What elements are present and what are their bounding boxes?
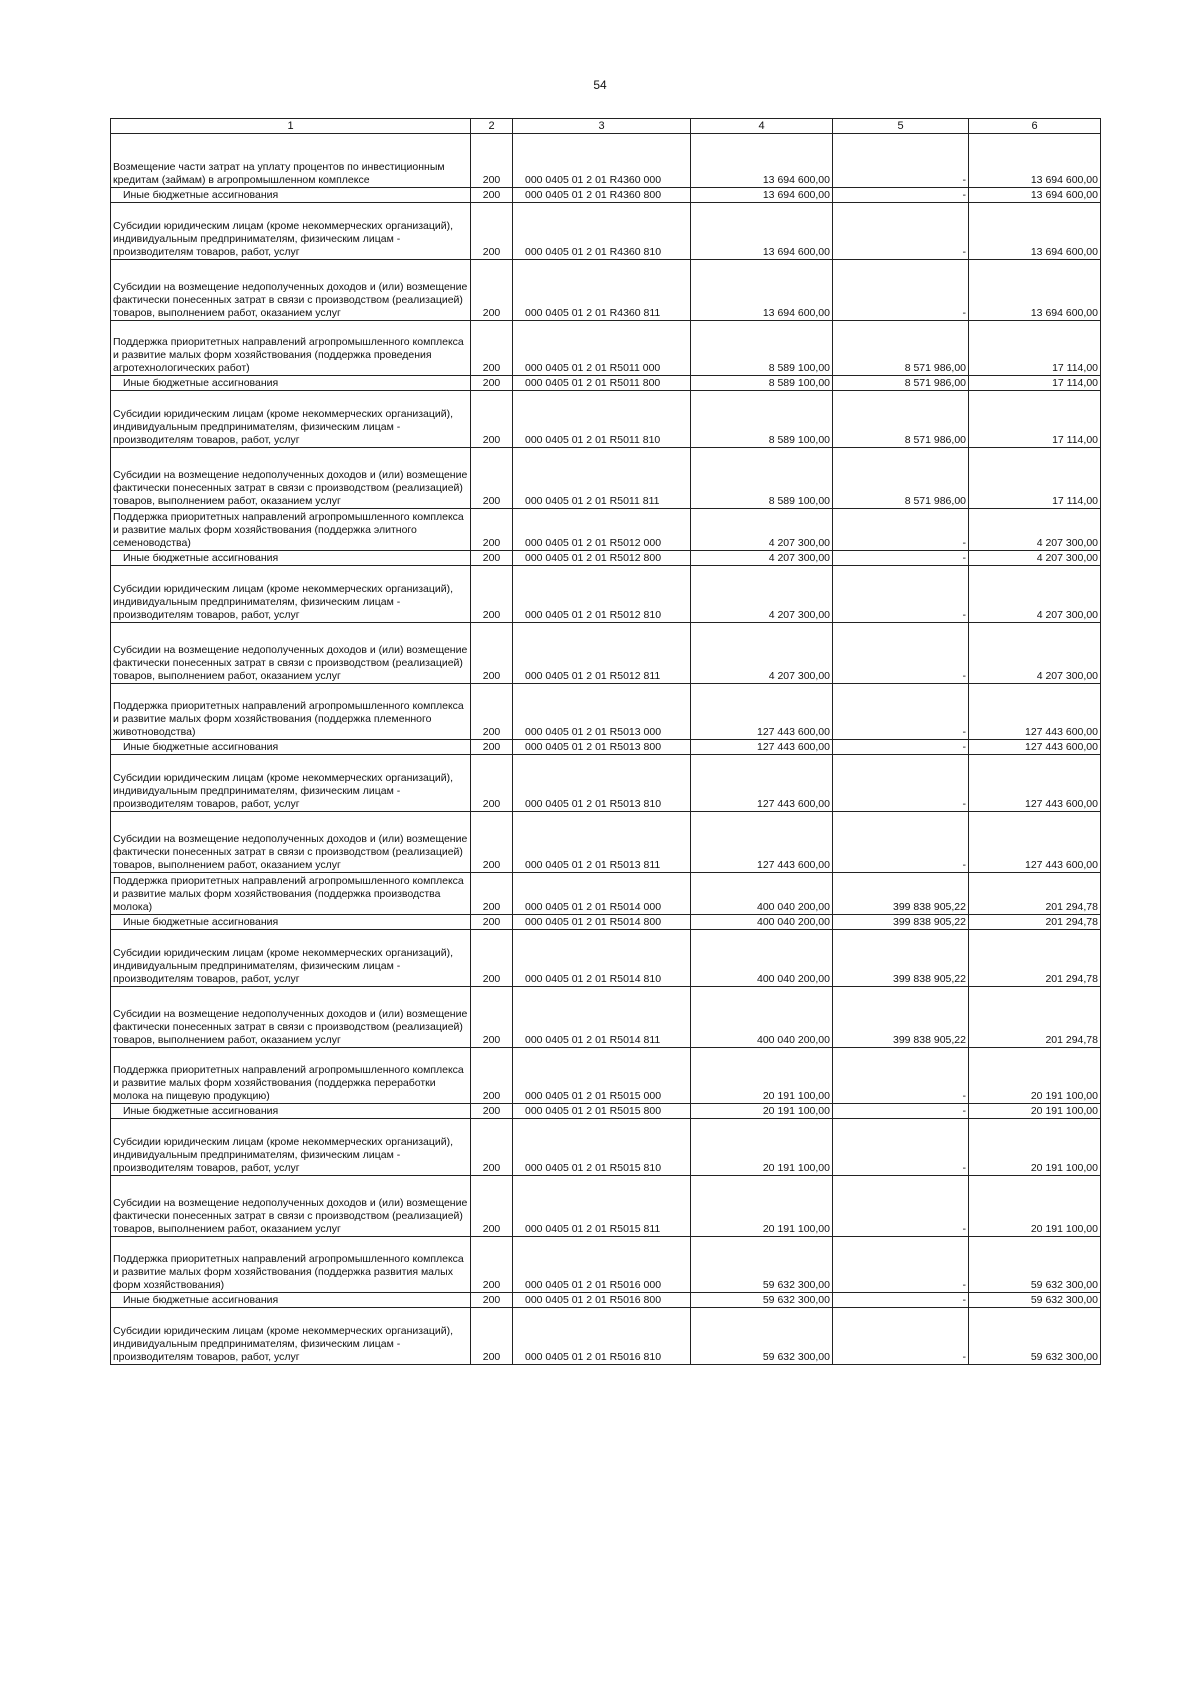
row-unexecuted-amount-cell: 13 694 600,00 — [969, 260, 1101, 321]
row-unexecuted-amount-cell: 4 207 300,00 — [969, 551, 1101, 566]
row-name-cell: Субсидии на возмещение недополученных доходов и (или) возмещение фактически понесенных затрат в связи с производством (реализацией) товаров, выполнением работ, оказанием услуг — [111, 623, 471, 684]
row-admin-code-cell: 200 — [471, 1308, 513, 1365]
column-header: 2 — [471, 119, 513, 134]
row-name-cell: Субсидии на возмещение недополученных доходов и (или) возмещение фактически понесенных затрат в связи с производством (реализацией) товаров, выполнением работ, оказанием услуг — [111, 812, 471, 873]
row-unexecuted-amount-cell: 17 114,00 — [969, 376, 1101, 391]
table-row — [111, 321, 1101, 376]
row-executed-amount-cell: - — [833, 203, 969, 260]
row-name-cell: Иные бюджетные ассигнования — [111, 740, 471, 755]
row-approved-amount-cell: 13 694 600,00 — [691, 260, 833, 321]
row-executed-amount-cell: - — [833, 755, 969, 812]
row-unexecuted-amount-cell: 20 191 100,00 — [969, 1104, 1101, 1119]
table-row — [111, 915, 1101, 930]
row-classification-code-cell: 000 0405 01 2 01 R5011 000 — [513, 321, 691, 376]
row-approved-amount-cell: 127 443 600,00 — [691, 740, 833, 755]
row-admin-code-cell: 200 — [471, 1048, 513, 1104]
row-name-cell: Поддержка приоритетных направлений агропромышленного комплекса и развитие малых форм хозяйствования (поддержка племенного животноводства) — [111, 684, 471, 740]
row-admin-code-cell: 200 — [471, 755, 513, 812]
row-admin-code-cell: 200 — [471, 376, 513, 391]
row-unexecuted-amount-cell: 59 632 300,00 — [969, 1237, 1101, 1293]
row-unexecuted-amount-cell: 20 191 100,00 — [969, 1119, 1101, 1176]
row-approved-amount-cell: 8 589 100,00 — [691, 321, 833, 376]
table-row — [111, 1176, 1101, 1237]
row-approved-amount-cell: 4 207 300,00 — [691, 566, 833, 623]
table-row — [111, 623, 1101, 684]
row-approved-amount-cell: 127 443 600,00 — [691, 812, 833, 873]
row-unexecuted-amount-cell: 17 114,00 — [969, 448, 1101, 509]
row-admin-code-cell: 200 — [471, 740, 513, 755]
table-row — [111, 684, 1101, 740]
row-admin-code-cell: 200 — [471, 188, 513, 203]
row-executed-amount-cell: - — [833, 1308, 969, 1365]
row-executed-amount-cell: - — [833, 509, 969, 551]
row-unexecuted-amount-cell: 20 191 100,00 — [969, 1048, 1101, 1104]
row-admin-code-cell: 200 — [471, 987, 513, 1048]
row-name-cell: Иные бюджетные ассигнования — [111, 551, 471, 566]
row-classification-code-cell: 000 0405 01 2 01 R5014 810 — [513, 930, 691, 987]
row-name-cell: Субсидии юридическим лицам (кроме некоммерческих организаций), индивидуальным предпринимателям, физическим лицам - производителям товаров, работ, услуг — [111, 391, 471, 448]
row-approved-amount-cell: 8 589 100,00 — [691, 376, 833, 391]
row-unexecuted-amount-cell: 4 207 300,00 — [969, 509, 1101, 551]
column-number-header-row — [111, 119, 1101, 134]
row-admin-code-cell: 200 — [471, 509, 513, 551]
row-admin-code-cell: 200 — [471, 812, 513, 873]
row-approved-amount-cell: 20 191 100,00 — [691, 1176, 833, 1237]
row-name-cell: Субсидии юридическим лицам (кроме некоммерческих организаций), индивидуальным предпринимателям, физическим лицам - производителям товаров, работ, услуг — [111, 566, 471, 623]
row-classification-code-cell: 000 0405 01 2 01 R4360 000 — [513, 134, 691, 188]
row-classification-code-cell: 000 0405 01 2 01 R5016 810 — [513, 1308, 691, 1365]
row-executed-amount-cell: - — [833, 812, 969, 873]
row-name-cell: Субсидии юридическим лицам (кроме некоммерческих организаций), индивидуальным предпринимателям, физическим лицам - производителям товаров, работ, услуг — [111, 930, 471, 987]
row-admin-code-cell: 200 — [471, 203, 513, 260]
row-approved-amount-cell: 20 191 100,00 — [691, 1104, 833, 1119]
row-approved-amount-cell: 400 040 200,00 — [691, 915, 833, 930]
row-admin-code-cell: 200 — [471, 1237, 513, 1293]
row-classification-code-cell: 000 0405 01 2 01 R5015 810 — [513, 1119, 691, 1176]
row-approved-amount-cell: 59 632 300,00 — [691, 1293, 833, 1308]
table-row — [111, 551, 1101, 566]
row-name-cell: Субсидии юридическим лицам (кроме некоммерческих организаций), индивидуальным предпринимателям, физическим лицам - производителям товаров, работ, услуг — [111, 1119, 471, 1176]
row-executed-amount-cell: - — [833, 1293, 969, 1308]
row-approved-amount-cell: 20 191 100,00 — [691, 1048, 833, 1104]
row-executed-amount-cell: - — [833, 1237, 969, 1293]
row-name-cell: Субсидии на возмещение недополученных доходов и (или) возмещение фактически понесенных затрат в связи с производством (реализацией) товаров, выполнением работ, оказанием услуг — [111, 260, 471, 321]
row-approved-amount-cell: 400 040 200,00 — [691, 987, 833, 1048]
row-approved-amount-cell: 400 040 200,00 — [691, 873, 833, 915]
row-classification-code-cell: 000 0405 01 2 01 R5013 000 — [513, 684, 691, 740]
row-executed-amount-cell: 399 838 905,22 — [833, 873, 969, 915]
row-unexecuted-amount-cell: 4 207 300,00 — [969, 566, 1101, 623]
table-row — [111, 391, 1101, 448]
table-row — [111, 1308, 1101, 1365]
row-classification-code-cell: 000 0405 01 2 01 R4360 800 — [513, 188, 691, 203]
row-classification-code-cell: 000 0405 01 2 01 R5015 800 — [513, 1104, 691, 1119]
row-approved-amount-cell: 400 040 200,00 — [691, 930, 833, 987]
row-unexecuted-amount-cell: 127 443 600,00 — [969, 812, 1101, 873]
row-admin-code-cell: 200 — [471, 551, 513, 566]
row-name-cell: Поддержка приоритетных направлений агропромышленного комплекса и развитие малых форм хозяйствования (поддержка проведения агротехнологических работ) — [111, 321, 471, 376]
table-row — [111, 740, 1101, 755]
row-admin-code-cell: 200 — [471, 260, 513, 321]
row-admin-code-cell: 200 — [471, 684, 513, 740]
row-admin-code-cell: 200 — [471, 623, 513, 684]
row-unexecuted-amount-cell: 4 207 300,00 — [969, 623, 1101, 684]
row-approved-amount-cell: 8 589 100,00 — [691, 391, 833, 448]
row-executed-amount-cell: - — [833, 1104, 969, 1119]
table-row — [111, 376, 1101, 391]
row-unexecuted-amount-cell: 59 632 300,00 — [969, 1293, 1101, 1308]
row-classification-code-cell: 000 0405 01 2 01 R5012 000 — [513, 509, 691, 551]
row-unexecuted-amount-cell: 127 443 600,00 — [969, 684, 1101, 740]
row-executed-amount-cell: 8 571 986,00 — [833, 391, 969, 448]
row-admin-code-cell: 200 — [471, 873, 513, 915]
row-approved-amount-cell: 127 443 600,00 — [691, 755, 833, 812]
row-executed-amount-cell: - — [833, 551, 969, 566]
row-admin-code-cell: 200 — [471, 391, 513, 448]
table-row — [111, 203, 1101, 260]
row-executed-amount-cell: - — [833, 623, 969, 684]
table-row — [111, 448, 1101, 509]
table-row — [111, 188, 1101, 203]
row-name-cell: Иные бюджетные ассигнования — [111, 915, 471, 930]
row-unexecuted-amount-cell: 17 114,00 — [969, 391, 1101, 448]
row-classification-code-cell: 000 0405 01 2 01 R5014 811 — [513, 987, 691, 1048]
row-admin-code-cell: 200 — [471, 1119, 513, 1176]
row-unexecuted-amount-cell: 201 294,78 — [969, 930, 1101, 987]
row-unexecuted-amount-cell: 201 294,78 — [969, 987, 1101, 1048]
row-name-cell: Субсидии на возмещение недополученных доходов и (или) возмещение фактически понесенных затрат в связи с производством (реализацией) товаров, выполнением работ, оказанием услуг — [111, 448, 471, 509]
row-admin-code-cell: 200 — [471, 1176, 513, 1237]
table-row — [111, 873, 1101, 915]
row-classification-code-cell: 000 0405 01 2 01 R5011 800 — [513, 376, 691, 391]
budget-execution-table — [110, 118, 1101, 1365]
row-classification-code-cell: 000 0405 01 2 01 R4360 810 — [513, 203, 691, 260]
row-executed-amount-cell: 399 838 905,22 — [833, 915, 969, 930]
table-row — [111, 1293, 1101, 1308]
row-unexecuted-amount-cell: 201 294,78 — [969, 873, 1101, 915]
row-classification-code-cell: 000 0405 01 2 01 R5016 800 — [513, 1293, 691, 1308]
row-executed-amount-cell: 8 571 986,00 — [833, 321, 969, 376]
row-name-cell: Субсидии на возмещение недополученных доходов и (или) возмещение фактически понесенных затрат в связи с производством (реализацией) товаров, выполнением работ, оказанием услуг — [111, 987, 471, 1048]
table-row — [111, 134, 1101, 188]
page-number: 54 — [593, 78, 607, 92]
table-row — [111, 1048, 1101, 1104]
column-header: 3 — [513, 119, 691, 134]
row-classification-code-cell: 000 0405 01 2 01 R5014 000 — [513, 873, 691, 915]
row-classification-code-cell: 000 0405 01 2 01 R5015 811 — [513, 1176, 691, 1237]
row-admin-code-cell: 200 — [471, 134, 513, 188]
row-executed-amount-cell: - — [833, 188, 969, 203]
row-executed-amount-cell: - — [833, 134, 969, 188]
row-classification-code-cell: 000 0405 01 2 01 R5013 810 — [513, 755, 691, 812]
row-executed-amount-cell: - — [833, 684, 969, 740]
column-header: 4 — [691, 119, 833, 134]
row-approved-amount-cell: 59 632 300,00 — [691, 1308, 833, 1365]
row-admin-code-cell: 200 — [471, 1104, 513, 1119]
row-admin-code-cell: 200 — [471, 566, 513, 623]
row-unexecuted-amount-cell: 20 191 100,00 — [969, 1176, 1101, 1237]
row-name-cell: Субсидии на возмещение недополученных доходов и (или) возмещение фактически понесенных затрат в связи с производством (реализацией) товаров, выполнением работ, оказанием услуг — [111, 1176, 471, 1237]
row-admin-code-cell: 200 — [471, 448, 513, 509]
row-approved-amount-cell: 13 694 600,00 — [691, 134, 833, 188]
row-classification-code-cell: 000 0405 01 2 01 R5012 800 — [513, 551, 691, 566]
column-header: 6 — [969, 119, 1101, 134]
row-approved-amount-cell: 20 191 100,00 — [691, 1119, 833, 1176]
row-name-cell: Поддержка приоритетных направлений агропромышленного комплекса и развитие малых форм хозяйствования (поддержка производства молока) — [111, 873, 471, 915]
column-header: 1 — [111, 119, 471, 134]
row-unexecuted-amount-cell: 13 694 600,00 — [969, 188, 1101, 203]
row-classification-code-cell: 000 0405 01 2 01 R5014 800 — [513, 915, 691, 930]
table-row — [111, 987, 1101, 1048]
row-unexecuted-amount-cell: 201 294,78 — [969, 915, 1101, 930]
table-row — [111, 1237, 1101, 1293]
row-executed-amount-cell: - — [833, 1119, 969, 1176]
row-admin-code-cell: 200 — [471, 915, 513, 930]
table-row — [111, 260, 1101, 321]
table-row — [111, 1119, 1101, 1176]
row-unexecuted-amount-cell: 59 632 300,00 — [969, 1308, 1101, 1365]
row-classification-code-cell: 000 0405 01 2 01 R5013 800 — [513, 740, 691, 755]
row-executed-amount-cell: - — [833, 260, 969, 321]
row-name-cell: Поддержка приоритетных направлений агропромышленного комплекса и развитие малых форм хозяйствования (поддержка развития малых форм хозяйствования) — [111, 1237, 471, 1293]
row-name-cell: Субсидии юридическим лицам (кроме некоммерческих организаций), индивидуальным предпринимателям, физическим лицам - производителям товаров, работ, услуг — [111, 1308, 471, 1365]
row-name-cell: Субсидии юридическим лицам (кроме некоммерческих организаций), индивидуальным предпринимателям, физическим лицам - производителям товаров, работ, услуг — [111, 203, 471, 260]
row-name-cell: Поддержка приоритетных направлений агропромышленного комплекса и развитие малых форм хозяйствования (поддержка элитного семеноводства) — [111, 509, 471, 551]
table-row — [111, 930, 1101, 987]
row-classification-code-cell: 000 0405 01 2 01 R5015 000 — [513, 1048, 691, 1104]
row-approved-amount-cell: 59 632 300,00 — [691, 1237, 833, 1293]
row-admin-code-cell: 200 — [471, 1293, 513, 1308]
row-approved-amount-cell: 13 694 600,00 — [691, 188, 833, 203]
row-unexecuted-amount-cell: 13 694 600,00 — [969, 134, 1101, 188]
row-unexecuted-amount-cell: 17 114,00 — [969, 321, 1101, 376]
row-classification-code-cell: 000 0405 01 2 01 R5013 811 — [513, 812, 691, 873]
row-classification-code-cell: 000 0405 01 2 01 R4360 811 — [513, 260, 691, 321]
table-row — [111, 755, 1101, 812]
row-approved-amount-cell: 4 207 300,00 — [691, 551, 833, 566]
row-executed-amount-cell: - — [833, 740, 969, 755]
table-row — [111, 812, 1101, 873]
row-executed-amount-cell: 8 571 986,00 — [833, 376, 969, 391]
table-row — [111, 1104, 1101, 1119]
row-classification-code-cell: 000 0405 01 2 01 R5016 000 — [513, 1237, 691, 1293]
row-approved-amount-cell: 4 207 300,00 — [691, 623, 833, 684]
row-name-cell: Иные бюджетные ассигнования — [111, 376, 471, 391]
row-unexecuted-amount-cell: 13 694 600,00 — [969, 203, 1101, 260]
row-admin-code-cell: 200 — [471, 930, 513, 987]
row-executed-amount-cell: 8 571 986,00 — [833, 448, 969, 509]
row-approved-amount-cell: 127 443 600,00 — [691, 684, 833, 740]
row-executed-amount-cell: - — [833, 566, 969, 623]
row-name-cell: Возмещение части затрат на уплату процентов по инвестиционным кредитам (займам) в агропромышленном комплексе — [111, 134, 471, 188]
row-classification-code-cell: 000 0405 01 2 01 R5011 811 — [513, 448, 691, 509]
row-executed-amount-cell: 399 838 905,22 — [833, 987, 969, 1048]
row-classification-code-cell: 000 0405 01 2 01 R5011 810 — [513, 391, 691, 448]
row-approved-amount-cell: 4 207 300,00 — [691, 509, 833, 551]
row-name-cell: Иные бюджетные ассигнования — [111, 1293, 471, 1308]
row-classification-code-cell: 000 0405 01 2 01 R5012 811 — [513, 623, 691, 684]
row-name-cell: Поддержка приоритетных направлений агропромышленного комплекса и развитие малых форм хозяйствования (поддержка переработки молока на пищевую продукцию) — [111, 1048, 471, 1104]
row-approved-amount-cell: 8 589 100,00 — [691, 448, 833, 509]
row-name-cell: Субсидии юридическим лицам (кроме некоммерческих организаций), индивидуальным предпринимателям, физическим лицам - производителям товаров, работ, услуг — [111, 755, 471, 812]
row-classification-code-cell: 000 0405 01 2 01 R5012 810 — [513, 566, 691, 623]
row-executed-amount-cell: - — [833, 1048, 969, 1104]
table-row — [111, 509, 1101, 551]
row-approved-amount-cell: 13 694 600,00 — [691, 203, 833, 260]
row-admin-code-cell: 200 — [471, 321, 513, 376]
row-name-cell: Иные бюджетные ассигнования — [111, 188, 471, 203]
row-name-cell: Иные бюджетные ассигнования — [111, 1104, 471, 1119]
row-unexecuted-amount-cell: 127 443 600,00 — [969, 740, 1101, 755]
row-unexecuted-amount-cell: 127 443 600,00 — [969, 755, 1101, 812]
column-header: 5 — [833, 119, 969, 134]
row-executed-amount-cell: - — [833, 1176, 969, 1237]
table-row — [111, 566, 1101, 623]
row-executed-amount-cell: 399 838 905,22 — [833, 930, 969, 987]
